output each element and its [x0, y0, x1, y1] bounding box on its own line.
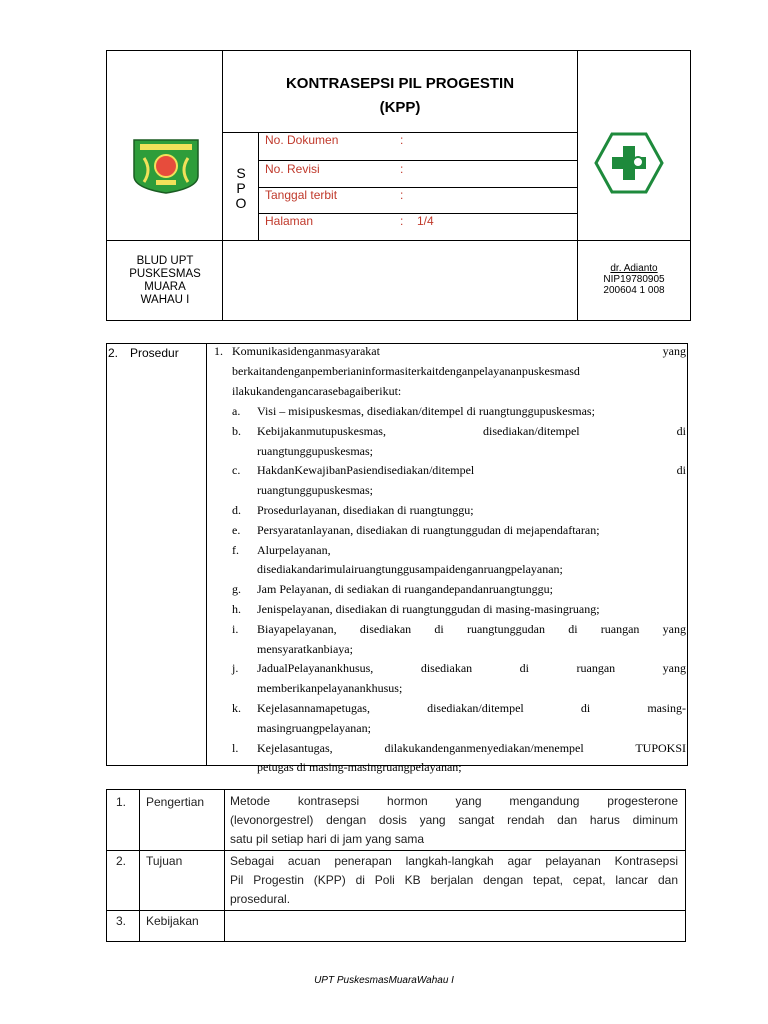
table-row-2-label: Tujuan — [146, 854, 183, 868]
table-row-2-number: 2. — [116, 854, 127, 868]
procedure-subitem-text: Biayapelayanan, disediakan di ruangtunggudan di ruangan yang — [257, 621, 686, 636]
field-halaman-label: Halaman — [265, 214, 314, 228]
procedure-subitem-letter: j. — [232, 661, 239, 676]
kutai-timur-logo — [130, 136, 202, 196]
procedure-subitem-text: Jenispelayanan, disediakan di ruangtunggudan di masing-masingruang; — [257, 602, 600, 616]
table-row-1-line-3: satu pil setiap hari di jam yang sama — [230, 832, 425, 846]
table-row-1-label: Pengertian — [146, 795, 205, 809]
procedure-subitem-text: Alurpelayanan, — [257, 542, 331, 557]
procedure-subitem-text: Prosedurlayanan, disediakan di ruangtunggu; — [257, 503, 474, 517]
procedure-subitem-text: Kejelasannamapetugas, disediakan/ditempel di masing- — [257, 701, 686, 715]
procedure-item-text-line3: ilakukandengancarasebagaiberikut: — [232, 384, 402, 398]
field-tanggal-terbit-colon: : — [400, 188, 404, 202]
spo-letter-p: P — [236, 180, 246, 196]
table-row-2-line-3: prosedural. — [230, 892, 291, 906]
procedure-subitem-text: Persyaratanlayanan, disediakan di ruangtunggudan di mejapendaftaran; — [257, 522, 600, 537]
field-no-revisi-colon: : — [400, 162, 404, 176]
signatory-nip-1: NIP19780905 — [603, 274, 665, 285]
table-row-1-line-2: (levonorgestrel) dengan dosis yang sangat rendah dan harus diminum — [230, 813, 678, 827]
signatory-nip-2: 200604 1 008 — [603, 285, 665, 296]
field-no-dokumen-label: No. Dokumen — [265, 133, 339, 147]
org-line-3: MUARA — [144, 281, 186, 293]
table-row-2-line-1: Sebagai acuan penerapan langkah-langkah agar pelayanan Kontrasepsi — [230, 854, 678, 868]
procedure-subitem-text: memberikanpelayanankhusus; — [257, 681, 403, 696]
page-footer: UPT PuskesmasMuaraWahau I — [314, 975, 454, 986]
procedure-content — [214, 342, 686, 775]
procedure-subitem-text: HakdanKewajibanPasiendisediakan/ditempel di — [257, 463, 686, 478]
table-row-3-label: Kebijakan — [146, 914, 199, 928]
field-no-revisi-label: No. Revisi — [265, 162, 320, 176]
field-tanggal-terbit-label: Tanggal terbit — [265, 188, 338, 202]
procedure-subitem-letter: l. — [232, 740, 239, 755]
org-line-2: PUSKESMAS — [129, 268, 201, 280]
field-halaman-value: 1/4 — [417, 214, 434, 228]
procedure-subitem-text: Visi – misipuskesmas, disediakan/ditempel di ruangtunggupuskesmas; — [257, 404, 595, 418]
table-row-1-line-1: Metode kontrasepsi hormon yang mengandung progesterone — [230, 794, 678, 808]
procedure-subitem-letter: k. — [232, 701, 241, 715]
procedure-subitem-text: JadualPelayanankhusus, disediakan di ruangan yang — [257, 661, 686, 676]
org-line-4: WAHAU I — [140, 294, 190, 306]
procedure-subitem-text: Kejelasantugas, dilakukandenganmenyediakan/menempel TUPOKSI — [257, 740, 686, 755]
procedure-subitem-letter: f. — [232, 542, 239, 557]
puskesmas-cross-logo — [594, 132, 664, 194]
table-row-1-number: 1. — [116, 795, 127, 809]
procedure-number: 2. — [108, 346, 119, 360]
procedure-subitem-letter: c. — [232, 463, 241, 478]
procedure-subitem-letter: a. — [232, 404, 241, 418]
spo-letter-s: S — [236, 165, 246, 181]
procedure-item-text-line2: berkaitandenganpemberianinformasiterkaitdenganpelayananpuskesmasd — [232, 364, 580, 378]
procedure-subitem-text: Kebijakanmutupuskesmas, disediakan/ditempel di — [257, 423, 686, 438]
procedure-subitem-text: ruangtunggupuskesmas; — [257, 443, 373, 458]
document-title-abbr: (KPP) — [379, 99, 421, 116]
table-row-2-line-2: Pil Progestin (KPP) di Poli KB berjalan dengan tepat, cepat, lancar dan — [230, 873, 678, 887]
procedure-subitem-letter: e. — [232, 522, 241, 537]
procedure-subitem-text: masingruangpelayanan; — [257, 720, 371, 735]
signatory-name: dr. Adianto — [610, 263, 658, 274]
procedure-subitem-text: disediakandarimulairuangtunggusampaidenganruangpelayanan; — [257, 562, 563, 577]
procedure-subitem-letter: g. — [232, 582, 241, 597]
field-no-dokumen-colon: : — [400, 133, 404, 147]
org-line-1: BLUD UPT — [136, 255, 194, 267]
procedure-subitem-text: mensyaratkanbiaya; — [257, 641, 353, 656]
table-row-3-number: 3. — [116, 914, 127, 928]
document-title: KONTRASEPSI PIL PROGESTIN — [285, 75, 515, 92]
procedure-subitem-text: petugas di masing-masingruangpelayanan; — [257, 760, 462, 775]
procedure-item-text: Komunikasidenganmasyarakat — [232, 344, 380, 358]
field-halaman-colon: : — [400, 214, 404, 228]
procedure-subitem-text: Jam Pelayanan, di sediakan di ruangandepandanruangtunggu; — [257, 582, 553, 597]
procedure-label: Prosedur — [130, 346, 179, 360]
procedure-item-number: 1. — [214, 344, 223, 358]
procedure-subitem-letter: h. — [232, 602, 241, 616]
spo-letter-o: O — [235, 195, 247, 211]
procedure-item-text-end: yang — [662, 344, 686, 358]
procedure-subitem-text: ruangtunggupuskesmas; — [257, 483, 373, 498]
procedure-subitem-letter: b. — [232, 423, 241, 438]
procedure-subitem-letter: d. — [232, 503, 241, 517]
procedure-subitem-letter: i. — [232, 621, 239, 636]
